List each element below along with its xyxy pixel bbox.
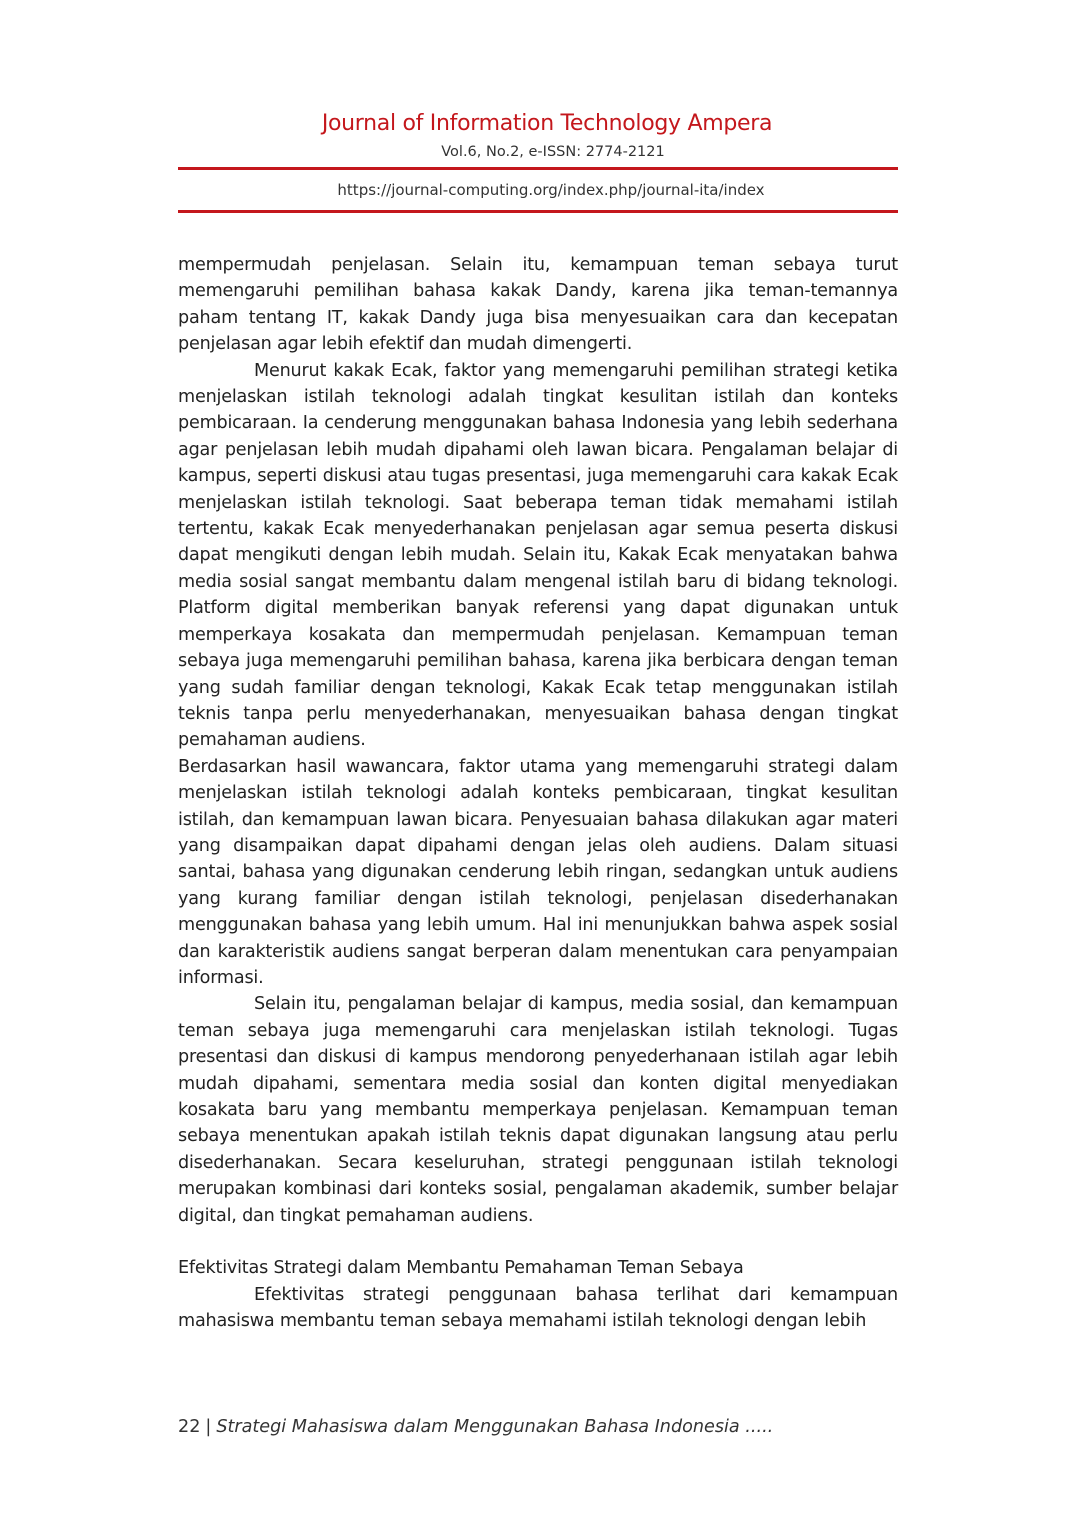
page-number: 22 <box>178 1417 201 1437</box>
paragraph-4: Selain itu, pengalaman belajar di kampus, media sosial, dan kemampuan teman sebaya juga memengaruhi cara menjelaskan istilah teknologi. Tugas presentasi dan diskusi di kampus mendorong penyederhanaan istilah agar lebih mudah dipahami, sementara media sosial dan konten digital menyediakan kosakata baru yang membantu memperkaya penjelasan. Kemampuan teman sebaya menentukan apakah istilah teknis dapat digunakan langsung atau perlu disederhanakan. Secara keseluruhan, strategi penggunaan istilah teknologi merupakan kombinasi dari konteks sosial, pengalaman akademik, sumber belajar digital, dan tingkat pemahaman audiens. <box>178 994 898 1226</box>
journal-header <box>178 108 898 213</box>
paragraph-1: mempermudah penjelasan. Selain itu, kemampuan teman sebaya turut memengaruhi pemilihan bahasa kakak Dandy, karena jika teman-temannya paham tentang IT, kakak Dandy juga bisa menyesuaikan cara dan kecepatan penjelasan agar lebih efektif dan mudah dimengerti. <box>178 255 898 355</box>
footer-separator: | <box>205 1417 212 1437</box>
paragraph-5: Efektivitas strategi penggunaan bahasa terlihat dari kemampuan mahasiswa membantu teman sebaya memahami istilah teknologi dengan lebih <box>178 1284 898 1332</box>
paragraph-3: Berdasarkan hasil wawancara, faktor utama yang memengaruhi strategi dalam menjelaskan istilah teknologi adalah konteks pembicaraan, tingkat kesulitan istilah, dan kemampuan lawan bicara. Penyesuaian bahasa dilakukan agar materi yang disampaikan dapat dipahami dengan jelas oleh audiens. Dalam situasi santai, bahasa yang digunakan cenderung lebih ringan, sedangkan untuk audiens yang kurang familiar dengan istilah teknologi, penjelasan disederhanakan menggunakan bahasa yang lebih umum. Hal ini menunjukkan bahwa aspek sosial dan karakteristik audiens sangat berperan dalam menentukan cara penyampaian informasi. <box>178 756 898 988</box>
section-subheading: Efektivitas Strategi dalam Membantu Pemahaman Teman Sebaya <box>178 1258 744 1279</box>
volume-issn: Vol.6, No.2, e-ISSN: 2774-2121 <box>441 144 665 160</box>
journal-url: https://journal-computing.org/index.php/journal-ita/index <box>337 181 765 199</box>
header-rule-bottom <box>178 210 898 213</box>
journal-title: Journal of Information Technology Ampera <box>321 111 773 136</box>
page-footer <box>178 1414 898 1440</box>
running-title: Strategi Mahasiswa dalam Menggunakan Bahasa Indonesia ..... <box>216 1417 774 1437</box>
paragraph-2: Menurut kakak Ecak, faktor yang memengaruhi pemilihan strategi ketika menjelaskan istilah teknologi adalah tingkat kesulitan istilah dan konteks pembicaraan. Ia cenderung menggunakan bahasa Indonesia yang lebih sederhana agar penjelasan lebih mudah dipahami oleh lawan bicara. Pengalaman belajar di kampus, seperti diskusi atau tugas presentasi, juga memengaruhi cara kakak Ecak menjelaskan istilah teknologi. Saat beberapa teman tidak memahami istilah tertentu, kakak Ecak menyederhanakan penjelasan agar semua peserta diskusi dapat mengikuti dengan lebih mudah. Selain itu, Kakak Ecak menyatakan bahwa media sosial sangat membantu dalam mengenal istilah baru di bidang teknologi. Platform digital memberikan banyak referensi yang dapat digunakan untuk memperkaya kosakata dan mempermudah penjelasan. Kemampuan teman sebaya juga memengaruhi pemilihan bahasa, karena jika berbicara dengan teman yang sudah familiar dengan teknologi, Kakak Ecak tetap menggunakan istilah teknis tanpa perlu menyederhanakan, menyesuaikan bahasa dengan tingkat pemahaman audiens. <box>178 360 898 751</box>
article-body <box>178 252 898 1335</box>
